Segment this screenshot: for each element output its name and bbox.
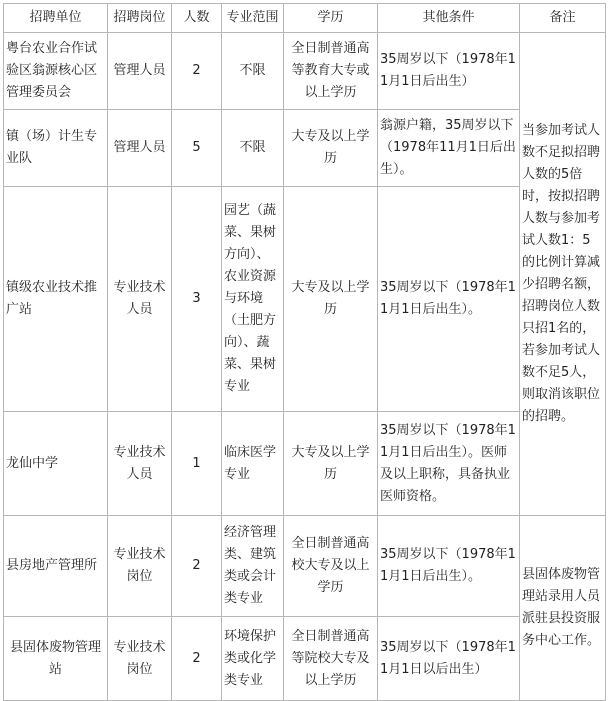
cell-education: 大专及以上学历 — [284, 412, 378, 516]
header-post: 招聘岗位 — [108, 4, 172, 33]
cell-major: 不限 — [222, 33, 284, 110]
cell-post: 专业技术人员 — [108, 187, 172, 412]
recruitment-table — [3, 3, 606, 701]
cell-count: 2 — [172, 33, 222, 110]
cell-education: 大专及以上学历 — [284, 187, 378, 412]
cell-unit: 粤台农业合作试验区翁源核心区管理委员会 — [4, 33, 108, 110]
cell-conditions: 35周岁以下（1978年11月1日后出生）。 — [378, 187, 520, 412]
cell-post: 专业技术人员 — [108, 412, 172, 516]
cell-unit: 龙仙中学 — [4, 412, 108, 516]
table-row — [4, 617, 606, 701]
cell-education: 全日制普通高等教育大专或以上学历 — [284, 33, 378, 110]
cell-post: 管理人员 — [108, 110, 172, 187]
remark-cell: 县固体废物管理站录用人员派驻县投资服务中心工作。 — [520, 516, 606, 701]
table-row — [4, 412, 606, 516]
table-row — [4, 33, 606, 110]
cell-count: 1 — [172, 412, 222, 516]
cell-education: 全日制普通高等院校大专及以上学历 — [284, 617, 378, 701]
table-row — [4, 187, 606, 412]
cell-conditions: 翁源户籍，35周岁以下（1978年11月1日后出生）。 — [378, 110, 520, 187]
header-major: 专业范围 — [222, 4, 284, 33]
cell-count: 2 — [172, 617, 222, 701]
header-count: 人数 — [172, 4, 222, 33]
cell-education: 大专及以上学历 — [284, 110, 378, 187]
cell-count: 2 — [172, 516, 222, 617]
cell-unit: 县房地产管理所 — [4, 516, 108, 617]
header-remarks: 备注 — [520, 4, 606, 33]
cell-conditions: 35周岁以下（1978年11月1日后出生）。 — [378, 516, 520, 617]
cell-unit: 县固体废物管理站 — [4, 617, 108, 701]
cell-major: 园艺（蔬菜、果树方向）、农业资源与环境（土肥方向）、蔬菜、果树专业 — [222, 187, 284, 412]
cell-major: 经济管理类、建筑类或会计类专业 — [222, 516, 284, 617]
header-education: 学历 — [284, 4, 378, 33]
cell-unit: 镇（场）计生专业队 — [4, 110, 108, 187]
cell-major: 临床医学专业 — [222, 412, 284, 516]
table-row — [4, 110, 606, 187]
cell-post: 专业技术岗位 — [108, 516, 172, 617]
header-row — [4, 4, 606, 33]
cell-education: 全日制普通高校大专及以上学历 — [284, 516, 378, 617]
cell-count: 5 — [172, 110, 222, 187]
header-conditions: 其他条件 — [378, 4, 520, 33]
cell-conditions: 35周岁以下（1978年11月1日以后出生） — [378, 617, 520, 701]
cell-major: 环境保护类或化学类专业 — [222, 617, 284, 701]
remark-cell: 当参加考试人数不足拟招聘人数的5倍时，按拟招聘人数与参加考试人数1：5的比例计算减少招聘名额，招聘岗位人数只招1名的，若参加考试人数不足5人，则取消该职位的招聘。 — [520, 33, 606, 516]
table-row — [4, 516, 606, 617]
cell-unit: 镇级农业技术推广站 — [4, 187, 108, 412]
cell-count: 3 — [172, 187, 222, 412]
cell-post: 专业技术岗位 — [108, 617, 172, 701]
cell-major: 不限 — [222, 110, 284, 187]
cell-conditions: 35周岁以下（1978年11月1日后出生） — [378, 33, 520, 110]
header-unit: 招聘单位 — [4, 4, 108, 33]
cell-conditions: 35周岁以下（1978年11月1日后出生）。医师及以上职称，具备执业医师资格。 — [378, 412, 520, 516]
cell-post: 管理人员 — [108, 33, 172, 110]
